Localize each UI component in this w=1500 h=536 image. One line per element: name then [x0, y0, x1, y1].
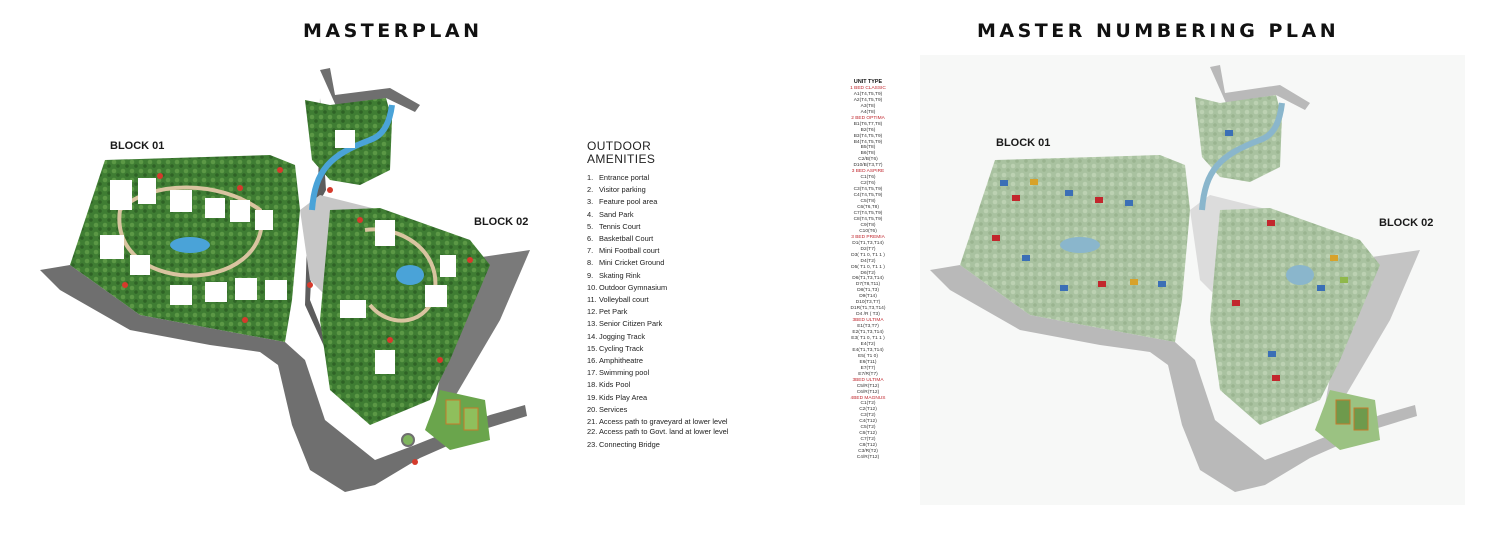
unit-type-item: D6(T1,T3,T14) — [852, 276, 884, 282]
amenity-label: Access path to Govt. land at lower level — [599, 427, 729, 437]
unit-type-item: D10(T3,T7) — [855, 300, 881, 306]
unit-type-item: B3(T4,T5,T9) — [853, 133, 883, 139]
amenity-item — [587, 355, 737, 367]
amenities-heading-line2: AMENITIES — [587, 152, 656, 166]
amenity-label: Jogging Track — [599, 331, 646, 341]
unit-type-item: C3(T2) — [860, 413, 876, 419]
unit-type-item: D2(T7) — [860, 246, 876, 252]
amenity-label: Outdoor Gymnasium — [599, 282, 668, 292]
unit-type-legend — [836, 80, 900, 461]
unit-type-item: D8(T1,T3) — [857, 288, 879, 294]
amenity-item — [587, 392, 737, 404]
amenity-number: 17. — [587, 368, 598, 378]
amenity-label: Kids Pool — [599, 380, 631, 390]
amenity-label: Skating Rink — [599, 270, 641, 280]
unit-type-item: C7(T2) — [860, 437, 876, 443]
unit-type-item: E4(T1,T3,T14) — [852, 347, 884, 353]
amenity-number: 22. — [587, 427, 598, 437]
masterplan-map[interactable] — [30, 60, 570, 500]
amenity-label: Mini Football court — [599, 246, 660, 256]
unit-type-item: C1(T2) — [860, 401, 876, 407]
amenity-item — [587, 209, 737, 221]
unit-type-item: C3/R(T2) — [858, 449, 878, 455]
amenity-number: 23. — [587, 439, 598, 449]
left-block-01-label: BLOCK 01 — [110, 140, 165, 152]
amenity-number: 15. — [587, 343, 598, 353]
unit-type-item: B1(T6,T7,T8) — [853, 121, 883, 127]
amenity-label: Entrance portal — [599, 173, 650, 182]
amenity-label: Services — [599, 404, 628, 414]
amenity-item — [587, 294, 737, 306]
unit-type-item: C10(T6) — [859, 228, 877, 234]
unit-type-item: C4(T4,T5,T9) — [853, 193, 883, 199]
amenity-number: 19. — [587, 392, 598, 402]
amenity-label: Volleyball court — [599, 295, 649, 305]
unit-type-item: C1(T6) — [860, 175, 876, 181]
amenity-item — [587, 270, 737, 282]
amenity-label: Swimming pool — [599, 368, 650, 378]
unit-type-item: C6(T6,T8) — [857, 205, 879, 211]
amenity-item — [587, 172, 737, 184]
unit-type-item: C5(T8) — [860, 199, 876, 205]
unit-type-item: C5/R(T12) — [856, 383, 880, 389]
amenity-label: Senior Citizen Park — [599, 319, 663, 329]
unit-type-item: A4(T8) — [860, 109, 876, 115]
unit-type-item: C4/R(T12) — [856, 455, 880, 461]
amenity-number: 14. — [587, 331, 598, 341]
amenity-number: 21. — [587, 417, 598, 427]
amenities-heading — [587, 140, 737, 166]
amenity-number: 8. — [587, 258, 594, 268]
unit-type-item: D7(T8,T11) — [855, 282, 881, 288]
unit-category: 3BED ULTIMA — [852, 318, 884, 324]
amenity-item — [587, 439, 737, 451]
numbering-plan-map[interactable] — [920, 55, 1465, 505]
right-block-01-label: BLOCK 01 — [996, 137, 1051, 149]
amenity-number: 13. — [587, 319, 598, 329]
unit-type-item: D6(T2) — [860, 270, 876, 276]
unit-category: 3 BED ASPIRE — [851, 169, 885, 175]
amenity-item — [587, 196, 737, 208]
amenity-label: Amphitheatre — [599, 356, 643, 366]
unit-type-item: D4 /R ( T3) — [856, 312, 880, 318]
unit-type-item: B2(T6) — [860, 127, 876, 133]
left-block-02-label: BLOCK 02 — [474, 216, 529, 228]
pool-block-02 — [396, 265, 424, 285]
unit-type-item: E7(T7) — [860, 365, 876, 371]
unit-category: 3 BED PREMIA — [851, 234, 885, 240]
amenity-item — [587, 221, 737, 233]
amenity-label: Kids Play Area — [599, 392, 648, 402]
unit-type-item: C8(T12) — [859, 443, 877, 449]
unit-type-item: E5( T1 0) — [858, 353, 878, 359]
amenity-item — [587, 404, 737, 416]
unit-type-item: D4(T2) — [860, 258, 876, 264]
amenity-number: 16. — [587, 356, 598, 366]
unit-type-item: C4(T12) — [859, 419, 877, 425]
amenities-heading-line1: OUTDOOR — [587, 139, 652, 153]
unit-type-item: C7(T4,T5,T9) — [853, 210, 883, 216]
unit-type-item: C5(T2) — [860, 425, 876, 431]
amenity-label: Tennis Court — [599, 221, 641, 231]
amenity-label: Pet Park — [599, 307, 628, 317]
amenity-item — [587, 245, 737, 257]
unit-type-rows — [836, 86, 900, 461]
amenity-label: Cycling Track — [599, 343, 644, 353]
amenity-item — [587, 428, 737, 436]
amenity-number: 9. — [587, 270, 594, 280]
outdoor-amenities-legend — [587, 140, 737, 451]
amenity-item — [587, 343, 737, 355]
pool-block-01 — [170, 237, 210, 253]
amenity-item — [587, 318, 737, 330]
unit-type-item: E3( T1 0, T1 1 ) — [851, 335, 885, 341]
amenity-number: 1. — [587, 173, 594, 182]
amenity-item — [587, 233, 737, 245]
unit-type-item: A2(T4,T5,T9) — [853, 97, 883, 103]
unit-type-item: B6(T8) — [860, 151, 876, 157]
unit-type-item: A1(T4,T5,T9) — [853, 91, 883, 97]
right-block-02-label: BLOCK 02 — [1379, 217, 1434, 229]
unit-type-item: D9(T14) — [859, 294, 877, 300]
amenity-label: Connecting Bridge — [599, 439, 660, 449]
amenity-number: 2. — [587, 185, 594, 195]
amenity-item — [587, 367, 737, 379]
masterplan-title: MASTERPLAN — [303, 20, 483, 42]
amenity-item — [587, 379, 737, 391]
unit-type-item: E7/R(T7) — [858, 371, 878, 377]
amenity-number: 5. — [587, 221, 594, 231]
unit-type-item: B5(T8) — [860, 145, 876, 151]
amenity-label: Access path to graveyard at lower level — [599, 417, 728, 427]
amenity-number: 6. — [587, 234, 594, 244]
unit-type-item: A3(T8) — [860, 103, 876, 109]
unit-type-item: D1R(T1,T3,T14) — [850, 306, 886, 312]
amenity-label: Visitor parking — [599, 185, 646, 195]
amenity-label: Feature pool area — [599, 197, 658, 207]
amenity-item — [587, 282, 737, 294]
unit-category: 4BED MAGNUS — [850, 395, 886, 401]
amenity-number: 12. — [587, 307, 598, 317]
unit-type-item: C3(T4,T5,T9) — [853, 187, 883, 193]
numbering-plan-title: MASTER NUMBERING PLAN — [977, 20, 1340, 42]
unit-type-item: C8(T4,T5,T9) — [853, 216, 883, 222]
amenity-number: 3. — [587, 197, 594, 207]
unit-category: 1 BED CLASSIC — [850, 85, 886, 91]
amenity-number: 10. — [587, 282, 598, 292]
amenity-label: Mini Cricket Ground — [599, 258, 665, 268]
unit-type-item: E2(T1,T3,T14) — [852, 330, 884, 336]
unit-category: 2 BED OPTIMA — [851, 115, 885, 121]
amenities-list — [587, 172, 737, 451]
unit-type-item: C2(T12) — [859, 407, 877, 413]
unit-type-item: E6(T11) — [859, 359, 877, 365]
unit-type-item: D1(T1,T3,T14) — [852, 240, 884, 246]
unit-category: 3BED ULTIMA — [852, 377, 884, 383]
amenity-label: Sand Park — [599, 209, 634, 219]
unit-type-item: C2(T6) — [860, 181, 876, 187]
amenity-number: 4. — [587, 209, 594, 219]
unit-type-heading: UNIT TYPE — [853, 79, 883, 85]
unit-type-item: C9(T8) — [860, 222, 876, 228]
amenity-item — [587, 331, 737, 343]
amenity-label: Basketball Court — [599, 234, 654, 244]
unit-type-item: B4(T4,T5,T9) — [853, 139, 883, 145]
unit-type-item: E4(T2) — [860, 341, 876, 347]
roundabout — [402, 434, 414, 446]
unit-type-item: D3( T1 0, T1 1 ) — [851, 252, 885, 258]
amenity-item — [587, 257, 737, 269]
unit-type-item: D5( T1 0, T1 1 ) — [851, 264, 885, 270]
unit-type-item: D10/B(T3,T7) — [853, 163, 883, 169]
amenity-item — [587, 184, 737, 196]
amenity-number: 20. — [587, 404, 598, 414]
amenity-number: 11. — [587, 295, 597, 305]
amenity-item — [587, 306, 737, 318]
unit-type-item: C2/B(T6) — [858, 157, 878, 163]
unit-type-item: C6(T12) — [859, 431, 877, 437]
amenity-number: 18. — [587, 380, 598, 390]
amenity-number: 7. — [587, 246, 594, 256]
unit-type-item: E1(T3,T7) — [857, 324, 879, 330]
unit-type-item: C6/R(T12) — [856, 389, 880, 395]
amenity-item — [587, 418, 737, 426]
